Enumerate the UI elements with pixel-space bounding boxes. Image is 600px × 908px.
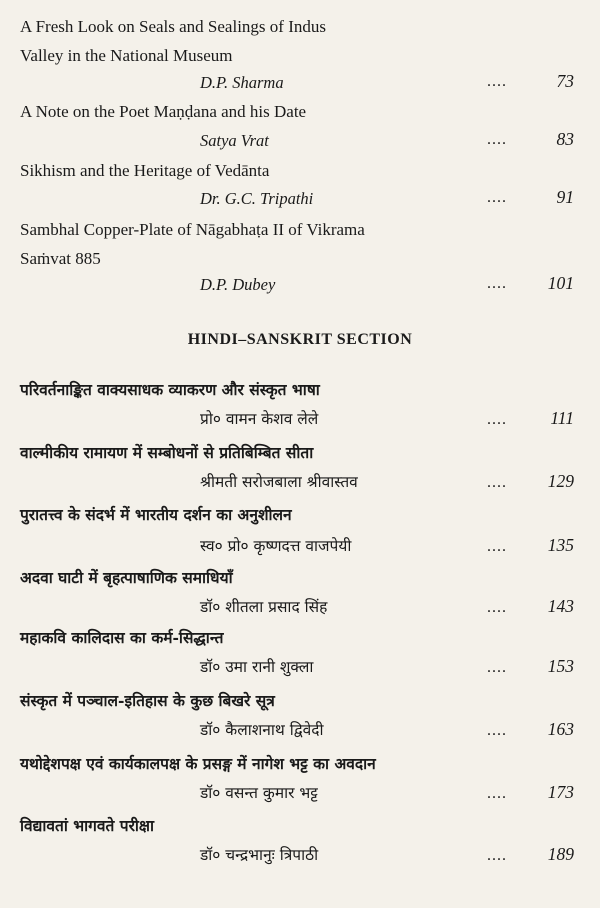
- page-number: 135: [547, 535, 574, 555]
- entry-title: पुरातत्त्व के संदर्भ में भारतीय दर्शन का अनुशीलन: [20, 505, 292, 524]
- leader-dots: ....: [487, 411, 507, 428]
- entry-title: वाल्मीकीय रामायण में सम्बोधनों से प्रतिबिम्बित सीता: [20, 443, 314, 462]
- section-heading: HINDI–SANSKRIT SECTION: [187, 331, 413, 348]
- entry-title: संस्कृत में पञ्चाल-इतिहास के कुछ बिखरे सूत्र: [20, 691, 275, 710]
- leader-dots: ....: [487, 847, 507, 864]
- entry-author: D.P. Dubey: [200, 275, 276, 294]
- entry-title-line: A Note on the Poet Maṇḍana and his Date: [20, 102, 307, 121]
- entry-title: अदवा घाटी में बृहत्पाषाणिक समाधियाँ: [20, 568, 233, 587]
- entry-title: [20, 97, 450, 126]
- leader-dots: ....: [487, 275, 507, 292]
- leader-dots: ....: [487, 722, 507, 739]
- entry-title: महाकवि कालिदास का कर्म-सिद्धान्त: [20, 628, 224, 647]
- entry-author: Satya Vrat: [200, 131, 269, 150]
- leader-dots: ....: [487, 785, 507, 802]
- entry-author: डॉ० उमा रानी शुक्ला: [200, 658, 314, 676]
- page-number: 153: [547, 656, 574, 676]
- page-number: 91: [556, 187, 574, 207]
- page-number: 143: [547, 596, 574, 616]
- entry-author: Dr. G.C. Tripathi: [200, 189, 314, 208]
- page-number: 101: [547, 273, 574, 293]
- page-number: 189: [547, 844, 574, 864]
- entry-author: डॉ० कैलाशनाथ द्विवेदी: [200, 721, 324, 739]
- entry-author: प्रो० वामन केशव लेले: [200, 410, 319, 428]
- page-number: 129: [547, 471, 574, 491]
- page-number: 163: [547, 719, 574, 739]
- page-number: 83: [556, 129, 574, 149]
- leader-dots: ....: [487, 659, 507, 676]
- entry-author: D.P. Sharma: [200, 73, 284, 92]
- entry-title: [20, 156, 450, 185]
- entry-author: श्रीमती सरोजबाला श्रीवास्तव: [200, 473, 358, 491]
- entry-author: डॉ० शीतला प्रसाद सिंह: [200, 598, 328, 616]
- entry-title: विद्यावतां भागवते परीक्षा: [20, 816, 155, 835]
- entry-title-line: Sambhal Copper-Plate of Nāgabhaṭa II of Vikrama: [20, 220, 365, 239]
- entry-title: यथोद्देशपक्ष एवं कार्यकालपक्ष के प्रसङ्ग में नागेश भट्ट का अवदान: [20, 754, 376, 773]
- leader-dots: ....: [487, 131, 507, 148]
- leader-dots: ....: [487, 538, 507, 555]
- entry-title-line: A Fresh Look on Seals and Sealings of Indus: [20, 17, 326, 36]
- page-number: 173: [547, 782, 574, 802]
- leader-dots: ....: [487, 189, 507, 206]
- entry-title: [20, 215, 450, 273]
- page-number: 111: [550, 408, 574, 428]
- entry-author: डॉ० चन्द्रभानुः त्रिपाठी: [200, 846, 319, 864]
- leader-dots: ....: [487, 73, 507, 90]
- entry-author: स्व० प्रो० कृष्णदत्त वाजपेयी: [200, 537, 352, 555]
- leader-dots: ....: [487, 474, 507, 491]
- leader-dots: ....: [487, 599, 507, 616]
- entry-title-line: Sikhism and the Heritage of Vedānta: [20, 161, 270, 180]
- entry-title: परिवर्तनाङ्कित वाक्यसाधक व्याकरण और संस्कृत भाषा: [20, 380, 320, 399]
- entry-title-line: Saṁvat 885: [20, 249, 101, 268]
- entry-author: डॉ० वसन्त कुमार भट्ट: [200, 784, 318, 802]
- entry-title-line: Valley in the National Museum: [20, 46, 233, 65]
- entry-title: [20, 12, 450, 70]
- page-number: 73: [556, 71, 574, 91]
